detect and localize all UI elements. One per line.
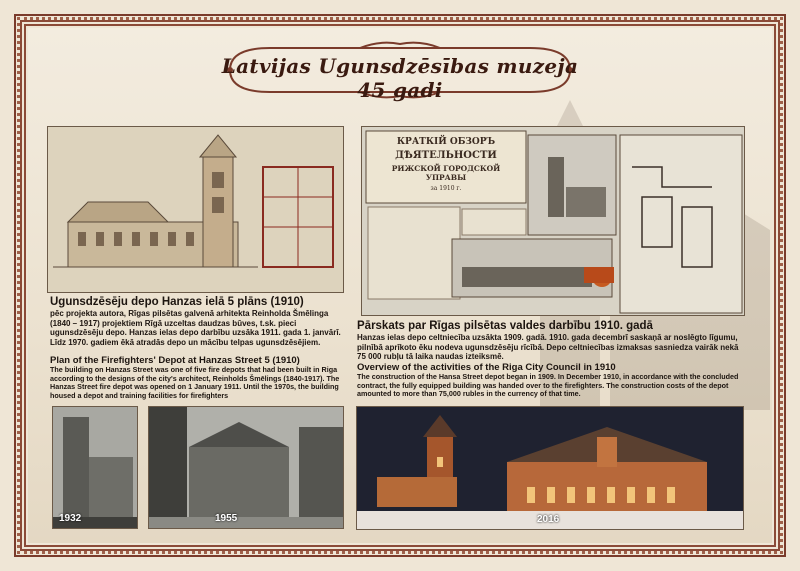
blueprint-heading-lv: Ugunsdzēsēju depo Hanzas ielā 5 plāns (1910) xyxy=(50,296,304,308)
report-body-en: The construction of the Hansa Street depot began in 1909. In December 1910, in accordance with the concluded contract, the fully equipped building was handed over to the firefighters. The construction costs of the depot amounted to more than 75,000 rubles in the currency of that time. xyxy=(357,372,739,399)
blueprint-caption-lv xyxy=(50,296,350,347)
photo-year-1932: 1932 xyxy=(59,513,82,524)
page-title: Latvijas Ugunsdzēsības muzeja 45 gadi xyxy=(221,54,579,102)
blueprint-body-lv: pēc projekta autora, Rīgas pilsētas galvenā arhitekta Reinholda Šmēlinga (1840 – 1917) projektiem Rīgā uzceltas daudzas būves, t.sk. pieci ugunsdzēsēju depo. Hanzas ielas depo darbību uzsāka 1911. gada 1. janvārī. Līdz 1970. gadiem ēkā atradās depo un mācību telpas ugunsdzēsējiem. xyxy=(50,309,341,347)
report-heading-en: Overview of the activities of the Riga City Council in 1910 xyxy=(357,362,616,373)
photo-2016 xyxy=(356,406,744,530)
report-doc-line3: РИЖСКОЙ ГОРОДСКОЙ УПРАВЫ xyxy=(391,164,501,182)
photo-year-2016: 2016 xyxy=(537,514,560,525)
report-caption-lv xyxy=(357,320,747,362)
blueprint-drawing xyxy=(47,126,344,293)
photo-1932-image xyxy=(53,407,138,529)
report-doc-line2: ДѢЯТЕЛЬНОСТИ xyxy=(395,150,497,161)
report-caption-en xyxy=(357,362,747,399)
report-body-lv: Hanzas ielas depo celtniecība uzsākta 1909. gadā. 1910. gada decembrī saskaņā ar noslēgto līgumu, pilnībā aprīkoto ēku nodeva ugunsdzēsēju rīcībā. Depo celtniecības izmaksas sasniedza vairāk nekā 75 000 rubļu tā laika naudas izteiksmē. xyxy=(357,333,739,362)
report-doc-line4: за 1910 г. xyxy=(430,185,462,192)
photo-1932 xyxy=(52,406,138,529)
photo-1955 xyxy=(148,406,344,529)
photo-1955-image xyxy=(149,407,344,529)
photo-2016-image xyxy=(357,407,744,530)
blueprint-illustration xyxy=(48,127,344,293)
report-doc-line1: КРАТКІЙ ОБЗОРЪ xyxy=(396,137,496,147)
blueprint-body-en: The building on Hanzas Street was one of five fire depots that had been built in Riga according to the designs of the city's architect, Reinholds Šmēlings (1840-1917). The Hanzas Street fire depot was opened on 1 January 1911. Until the 1970s, the building housed a depot and training facilities for firefighters xyxy=(50,365,340,400)
report-collage xyxy=(361,126,745,316)
title-block xyxy=(210,40,590,100)
blueprint-caption-en xyxy=(50,355,350,400)
photo-year-1955: 1955 xyxy=(215,513,238,524)
blueprint-heading-en: Plan of the Firefighters' Depot at Hanzas Street 5 (1910) xyxy=(50,355,300,366)
report-heading-lv: Pārskats par Rīgas pilsētas valdes darbību 1910. gadā xyxy=(357,320,653,332)
